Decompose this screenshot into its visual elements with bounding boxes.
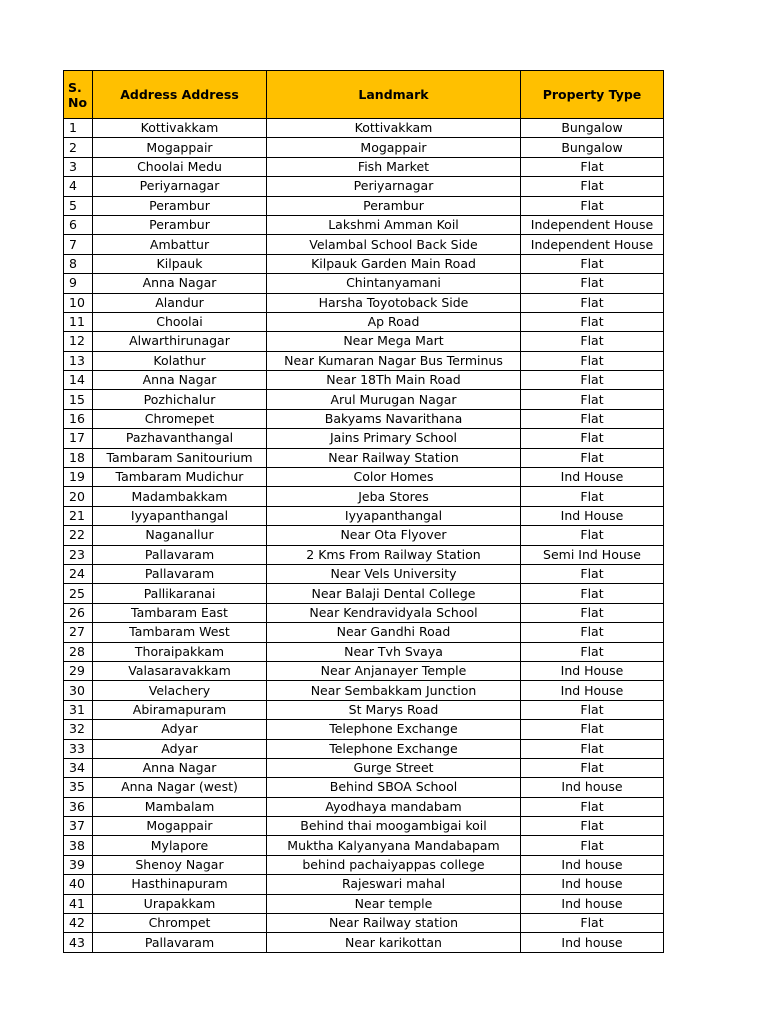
cell-serial-number: 39 (64, 855, 93, 874)
cell-serial-number: 17 (64, 429, 93, 448)
table-row (64, 196, 664, 215)
cell-landmark: Near Ota Flyover (267, 526, 521, 545)
cell-address: Anna Nagar (93, 371, 267, 390)
cell-address: Choolai (93, 312, 267, 331)
table-row (64, 661, 664, 680)
table-row (64, 836, 664, 855)
cell-address: Anna Nagar (93, 758, 267, 777)
cell-serial-number: 35 (64, 778, 93, 797)
cell-property-type: Ind House (521, 468, 664, 487)
cell-property-type: Flat (521, 487, 664, 506)
cell-property-type: Bungalow (521, 119, 664, 138)
cell-address: Pallavaram (93, 545, 267, 564)
cell-property-type: Ind House (521, 506, 664, 525)
cell-landmark: Gurge Street (267, 758, 521, 777)
cell-serial-number: 9 (64, 274, 93, 293)
cell-landmark: Muktha Kalyanyana Mandabapam (267, 836, 521, 855)
cell-address: Thoraipakkam (93, 642, 267, 661)
table-row (64, 487, 664, 506)
cell-property-type: Ind house (521, 855, 664, 874)
cell-address: Chromepet (93, 409, 267, 428)
cell-landmark: Near 18Th Main Road (267, 371, 521, 390)
cell-address: Ambattur (93, 235, 267, 254)
cell-property-type: Flat (521, 351, 664, 370)
cell-landmark: Color Homes (267, 468, 521, 487)
cell-landmark: St Marys Road (267, 700, 521, 719)
table-row (64, 390, 664, 409)
cell-landmark: Telephone Exchange (267, 739, 521, 758)
cell-address: Perambur (93, 215, 267, 234)
cell-property-type: Flat (521, 157, 664, 176)
cell-serial-number: 21 (64, 506, 93, 525)
cell-property-type: Flat (521, 526, 664, 545)
cell-property-type: Flat (521, 448, 664, 467)
cell-landmark: Rajeswari mahal (267, 875, 521, 894)
cell-landmark: Kilpauk Garden Main Road (267, 254, 521, 273)
cell-landmark: Ap Road (267, 312, 521, 331)
cell-property-type: Ind house (521, 778, 664, 797)
cell-address: Alandur (93, 293, 267, 312)
cell-serial-number: 31 (64, 700, 93, 719)
table-row (64, 351, 664, 370)
cell-landmark: Iyyapanthangal (267, 506, 521, 525)
cell-property-type: Flat (521, 254, 664, 273)
cell-serial-number: 8 (64, 254, 93, 273)
cell-landmark: Velambal School Back Side (267, 235, 521, 254)
cell-property-type: Flat (521, 642, 664, 661)
cell-serial-number: 29 (64, 661, 93, 680)
cell-address: Adyar (93, 739, 267, 758)
table-row (64, 700, 664, 719)
cell-address: Alwarthirunagar (93, 332, 267, 351)
cell-landmark: Periyarnagar (267, 177, 521, 196)
table-row (64, 235, 664, 254)
cell-serial-number: 10 (64, 293, 93, 312)
cell-address: Naganallur (93, 526, 267, 545)
cell-property-type: Flat (521, 196, 664, 215)
cell-landmark: behind pachaiyappas college (267, 855, 521, 874)
cell-property-type: Ind House (521, 661, 664, 680)
cell-address: Kilpauk (93, 254, 267, 273)
cell-landmark: Near Kendravidyala School (267, 603, 521, 622)
cell-address: Mambalam (93, 797, 267, 816)
table-row (64, 564, 664, 583)
cell-property-type: Flat (521, 390, 664, 409)
cell-address: Periyarnagar (93, 177, 267, 196)
cell-property-type: Flat (521, 312, 664, 331)
table-row (64, 119, 664, 138)
cell-property-type: Ind House (521, 681, 664, 700)
cell-serial-number: 42 (64, 914, 93, 933)
table-row (64, 274, 664, 293)
cell-serial-number: 40 (64, 875, 93, 894)
cell-landmark: Near Mega Mart (267, 332, 521, 351)
cell-landmark: Near Vels University (267, 564, 521, 583)
cell-property-type: Flat (521, 429, 664, 448)
cell-property-type: Flat (521, 603, 664, 622)
cell-serial-number: 13 (64, 351, 93, 370)
table-row (64, 642, 664, 661)
table-row (64, 914, 664, 933)
cell-serial-number: 12 (64, 332, 93, 351)
cell-serial-number: 25 (64, 584, 93, 603)
table-row (64, 312, 664, 331)
cell-property-type: Ind house (521, 933, 664, 952)
cell-property-type: Semi Ind House (521, 545, 664, 564)
cell-address: Pazhavanthangal (93, 429, 267, 448)
cell-address: Abiramapuram (93, 700, 267, 719)
cell-landmark: Near temple (267, 894, 521, 913)
cell-landmark: Harsha Toyotoback Side (267, 293, 521, 312)
cell-landmark: Ayodhaya mandabam (267, 797, 521, 816)
cell-landmark: Near Gandhi Road (267, 623, 521, 642)
cell-property-type: Flat (521, 720, 664, 739)
cell-serial-number: 1 (64, 119, 93, 138)
cell-serial-number: 36 (64, 797, 93, 816)
cell-address: Anna Nagar (93, 274, 267, 293)
table-header-row (64, 71, 664, 119)
cell-landmark: Fish Market (267, 157, 521, 176)
table-row (64, 894, 664, 913)
cell-address: Kottivakkam (93, 119, 267, 138)
cell-serial-number: 23 (64, 545, 93, 564)
table-row (64, 855, 664, 874)
table-row (64, 138, 664, 157)
cell-serial-number: 26 (64, 603, 93, 622)
property-listing-sheet (63, 70, 663, 953)
cell-address: Pozhichalur (93, 390, 267, 409)
table-row (64, 293, 664, 312)
cell-serial-number: 41 (64, 894, 93, 913)
cell-property-type: Flat (521, 758, 664, 777)
cell-property-type: Ind house (521, 894, 664, 913)
header-serial-number: S. No (64, 71, 93, 119)
table-row (64, 254, 664, 273)
cell-landmark: Arul Murugan Nagar (267, 390, 521, 409)
table-row (64, 409, 664, 428)
cell-address: Pallikaranai (93, 584, 267, 603)
cell-landmark: Behind thai moogambigai koil (267, 817, 521, 836)
table-body (64, 119, 664, 953)
cell-address: Kolathur (93, 351, 267, 370)
header-property-type: Property Type (521, 71, 664, 119)
cell-landmark: Near Balaji Dental College (267, 584, 521, 603)
cell-property-type: Flat (521, 836, 664, 855)
cell-property-type: Flat (521, 739, 664, 758)
cell-serial-number: 22 (64, 526, 93, 545)
cell-property-type: Flat (521, 177, 664, 196)
cell-landmark: 2 Kms From Railway Station (267, 545, 521, 564)
cell-address: Iyyapanthangal (93, 506, 267, 525)
cell-landmark: Chintanyamani (267, 274, 521, 293)
cell-address: Mylapore (93, 836, 267, 855)
cell-address: Pallavaram (93, 933, 267, 952)
cell-property-type: Flat (521, 797, 664, 816)
cell-property-type: Flat (521, 371, 664, 390)
cell-serial-number: 28 (64, 642, 93, 661)
cell-landmark: Near Sembakkam Junction (267, 681, 521, 700)
cell-address: Hasthinapuram (93, 875, 267, 894)
table-row (64, 429, 664, 448)
cell-landmark: Near Kumaran Nagar Bus Terminus (267, 351, 521, 370)
cell-property-type: Flat (521, 817, 664, 836)
cell-landmark: Mogappair (267, 138, 521, 157)
table-row (64, 157, 664, 176)
cell-landmark: Near Tvh Svaya (267, 642, 521, 661)
cell-landmark: Near karikottan (267, 933, 521, 952)
table-row (64, 778, 664, 797)
header-address: Address Address (93, 71, 267, 119)
cell-serial-number: 18 (64, 448, 93, 467)
cell-address: Perambur (93, 196, 267, 215)
table-row (64, 603, 664, 622)
cell-property-type: Independent House (521, 215, 664, 234)
table-row (64, 545, 664, 564)
cell-serial-number: 30 (64, 681, 93, 700)
cell-property-type: Flat (521, 409, 664, 428)
table-row (64, 623, 664, 642)
cell-serial-number: 15 (64, 390, 93, 409)
cell-address: Tambaram Mudichur (93, 468, 267, 487)
table-row (64, 177, 664, 196)
cell-serial-number: 14 (64, 371, 93, 390)
cell-serial-number: 2 (64, 138, 93, 157)
cell-address: Tambaram Sanitourium (93, 448, 267, 467)
cell-address: Velachery (93, 681, 267, 700)
cell-serial-number: 4 (64, 177, 93, 196)
cell-property-type: Independent House (521, 235, 664, 254)
cell-serial-number: 3 (64, 157, 93, 176)
cell-landmark: Near Railway Station (267, 448, 521, 467)
table-row (64, 681, 664, 700)
cell-serial-number: 5 (64, 196, 93, 215)
cell-landmark: Near Anjanayer Temple (267, 661, 521, 680)
table-row (64, 739, 664, 758)
cell-property-type: Bungalow (521, 138, 664, 157)
table-row (64, 875, 664, 894)
cell-serial-number: 43 (64, 933, 93, 952)
cell-address: Pallavaram (93, 564, 267, 583)
cell-landmark: Kottivakkam (267, 119, 521, 138)
cell-property-type: Flat (521, 623, 664, 642)
cell-landmark: Perambur (267, 196, 521, 215)
table-row (64, 371, 664, 390)
cell-address: Adyar (93, 720, 267, 739)
cell-property-type: Flat (521, 274, 664, 293)
cell-landmark: Lakshmi Amman Koil (267, 215, 521, 234)
cell-address: Choolai Medu (93, 157, 267, 176)
cell-property-type: Flat (521, 700, 664, 719)
cell-address: Valasaravakkam (93, 661, 267, 680)
cell-property-type: Flat (521, 914, 664, 933)
cell-landmark: Near Railway station (267, 914, 521, 933)
table-row (64, 526, 664, 545)
table-row (64, 448, 664, 467)
cell-serial-number: 34 (64, 758, 93, 777)
table-row (64, 468, 664, 487)
table-row (64, 720, 664, 739)
cell-property-type: Ind house (521, 875, 664, 894)
table-row (64, 584, 664, 603)
table-row (64, 817, 664, 836)
cell-landmark: Jains Primary School (267, 429, 521, 448)
table-row (64, 797, 664, 816)
cell-serial-number: 19 (64, 468, 93, 487)
cell-serial-number: 11 (64, 312, 93, 331)
cell-serial-number: 6 (64, 215, 93, 234)
cell-landmark: Jeba Stores (267, 487, 521, 506)
table-row (64, 506, 664, 525)
cell-address: Mogappair (93, 817, 267, 836)
cell-landmark: Behind SBOA School (267, 778, 521, 797)
cell-serial-number: 33 (64, 739, 93, 758)
cell-serial-number: 20 (64, 487, 93, 506)
cell-property-type: Flat (521, 584, 664, 603)
cell-landmark: Telephone Exchange (267, 720, 521, 739)
cell-address: Urapakkam (93, 894, 267, 913)
cell-address: Mogappair (93, 138, 267, 157)
cell-property-type: Flat (521, 564, 664, 583)
cell-address: Tambaram West (93, 623, 267, 642)
cell-serial-number: 37 (64, 817, 93, 836)
header-landmark: Landmark (267, 71, 521, 119)
table-row (64, 933, 664, 952)
cell-serial-number: 7 (64, 235, 93, 254)
table-row (64, 332, 664, 351)
cell-serial-number: 16 (64, 409, 93, 428)
cell-address: Chrompet (93, 914, 267, 933)
cell-property-type: Flat (521, 293, 664, 312)
cell-landmark: Bakyams Navarithana (267, 409, 521, 428)
property-table (63, 70, 664, 953)
table-row (64, 758, 664, 777)
table-row (64, 215, 664, 234)
cell-serial-number: 24 (64, 564, 93, 583)
cell-address: Anna Nagar (west) (93, 778, 267, 797)
cell-serial-number: 27 (64, 623, 93, 642)
cell-serial-number: 32 (64, 720, 93, 739)
cell-address: Madambakkam (93, 487, 267, 506)
cell-property-type: Flat (521, 332, 664, 351)
cell-address: Tambaram East (93, 603, 267, 622)
cell-address: Shenoy Nagar (93, 855, 267, 874)
cell-serial-number: 38 (64, 836, 93, 855)
